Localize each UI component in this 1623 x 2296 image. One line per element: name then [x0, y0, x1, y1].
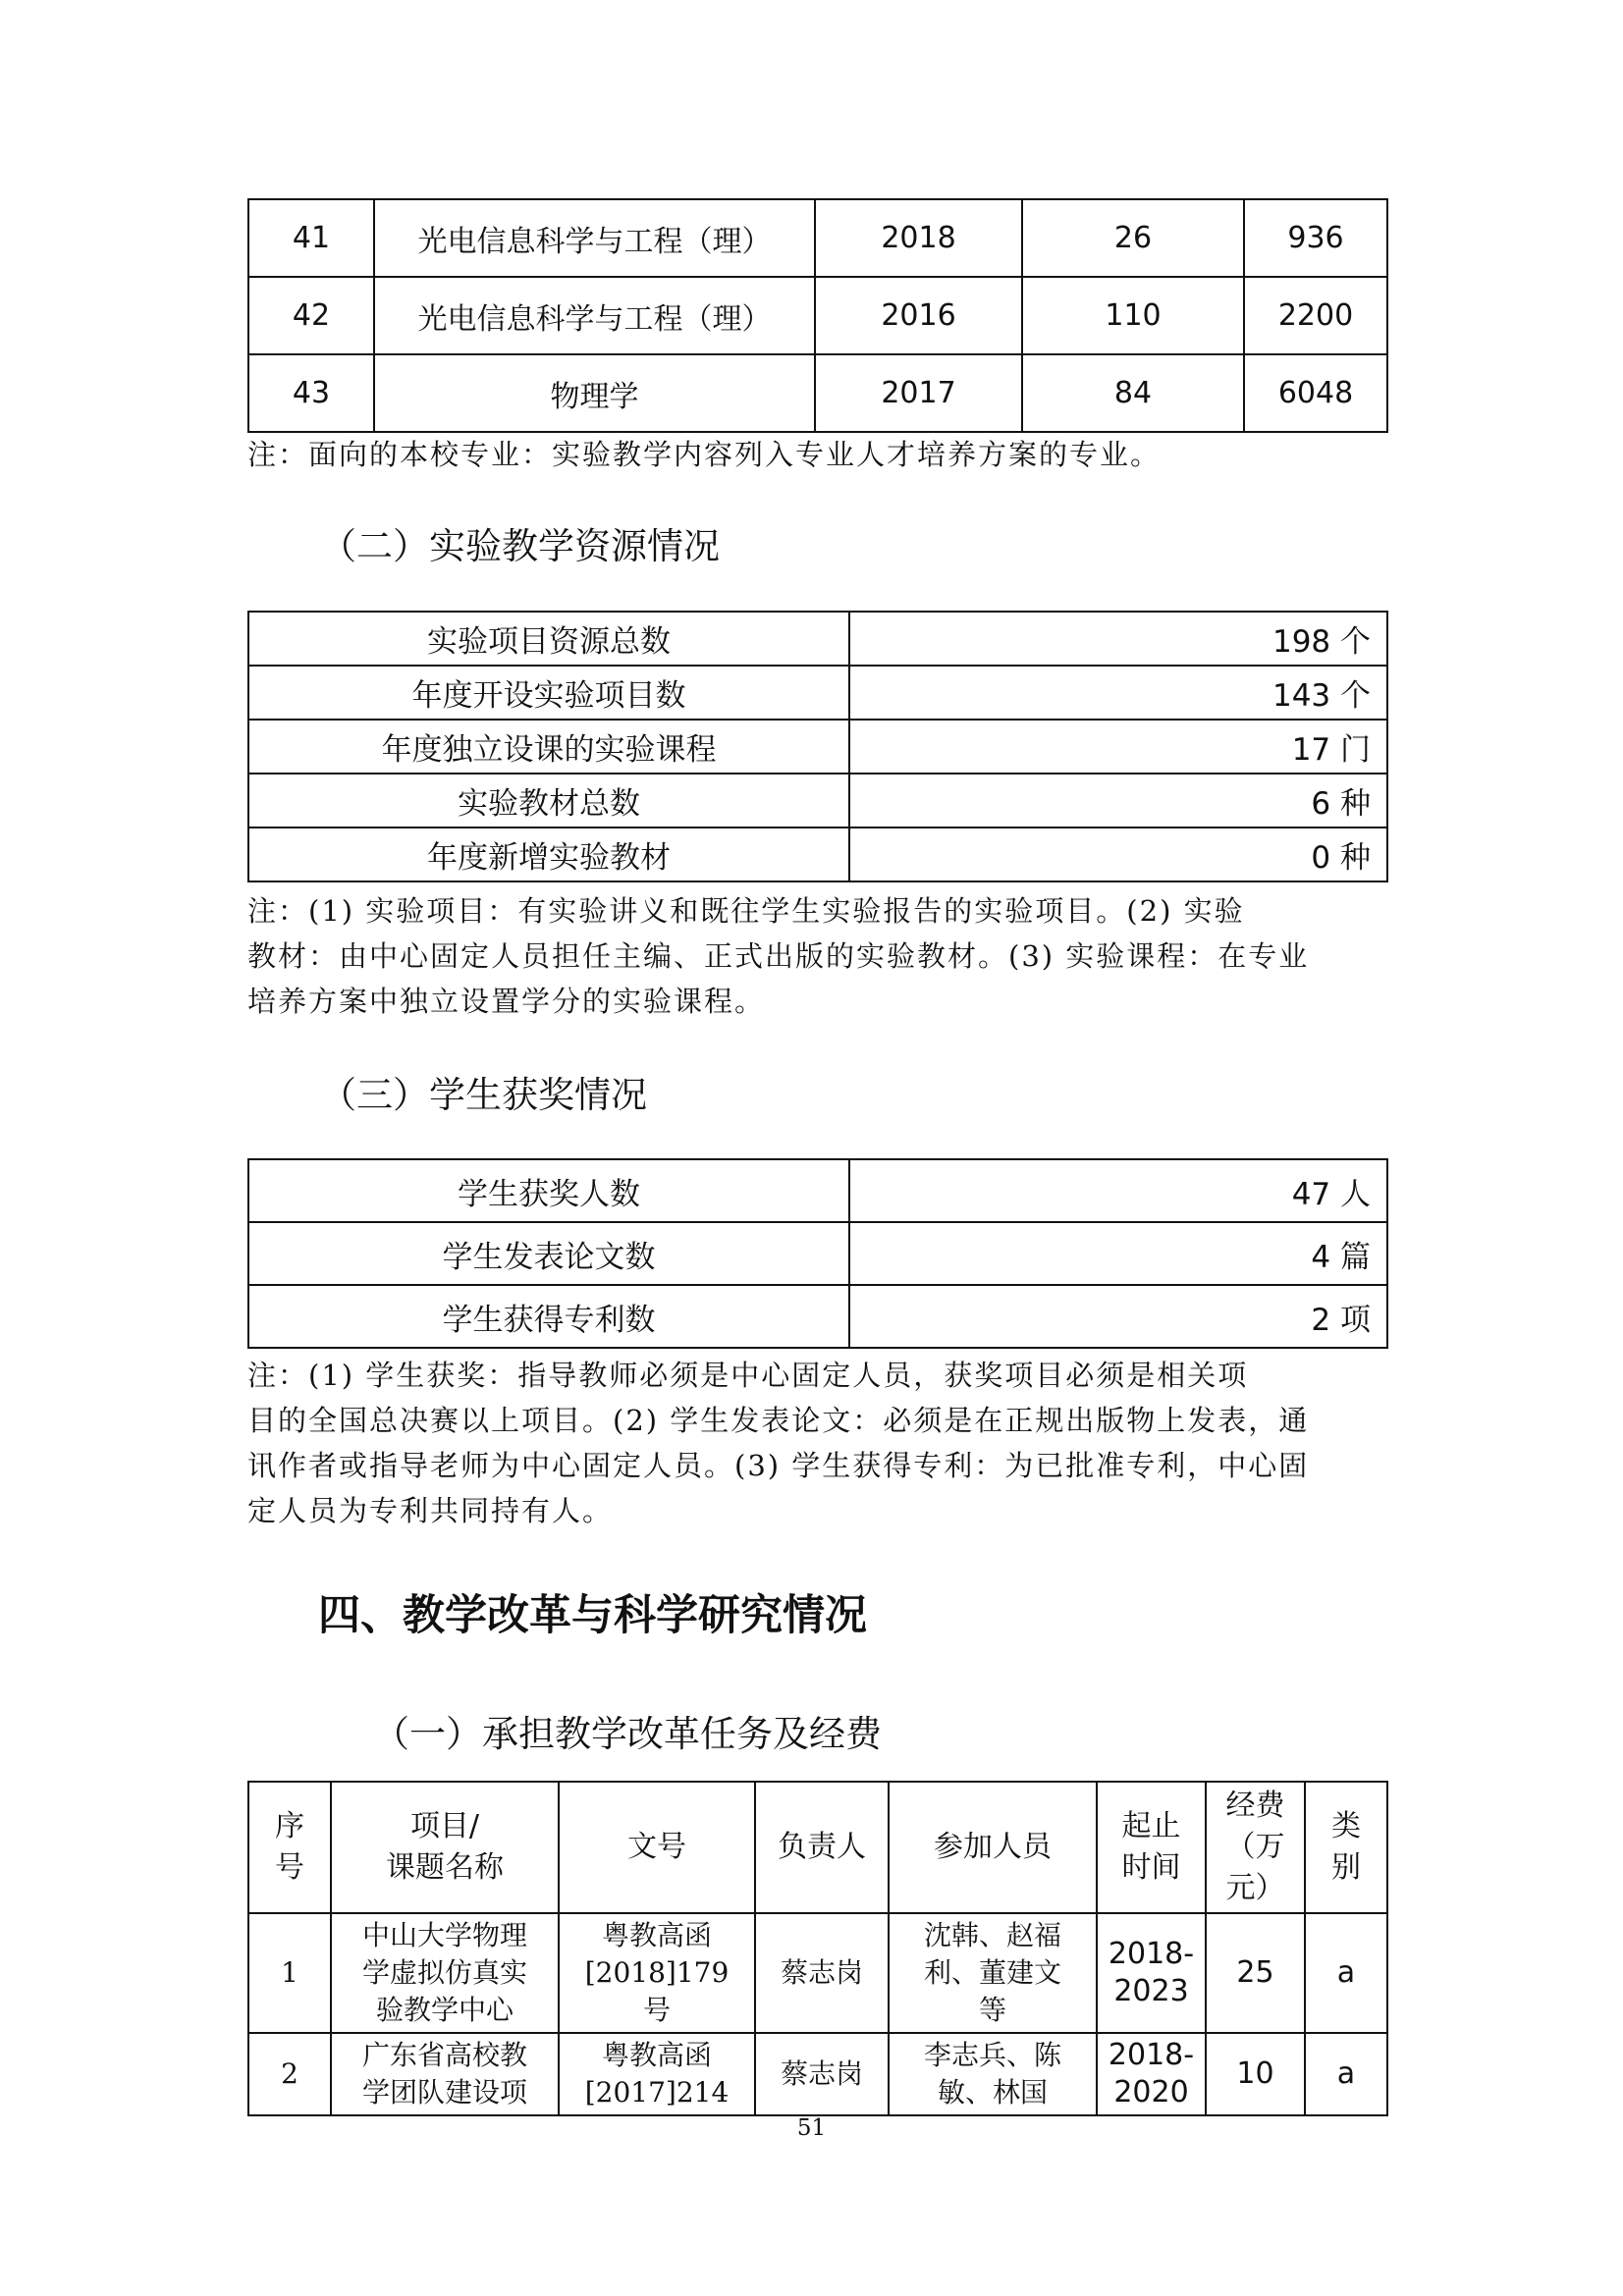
cell-name: 光电信息科学与工程（理）	[374, 199, 815, 277]
cell-line: [2018]179	[584, 1956, 730, 1989]
cell-line: 粤教高函	[601, 1919, 712, 1951]
header-line: 起止	[1121, 1809, 1181, 1843]
row-label: 学生获得专利数	[248, 1285, 849, 1348]
cell-name: 物理学	[374, 354, 815, 432]
row-value: 2 项	[849, 1285, 1387, 1348]
majors-table	[247, 198, 1388, 433]
cell-year: 2016	[815, 277, 1022, 354]
cell-category: a	[1305, 2033, 1387, 2115]
cell-hours: 2200	[1244, 277, 1387, 354]
cell-line: [2017]214	[584, 2076, 730, 2109]
header-line: 类	[1331, 1809, 1361, 1843]
cell-period	[1097, 1913, 1206, 2033]
cell-line: 敏、林国	[937, 2076, 1048, 2109]
column-header	[331, 1782, 559, 1913]
cell-count: 84	[1022, 354, 1244, 432]
table-row	[248, 2033, 1387, 2115]
cell-line: 2023	[1113, 1974, 1189, 2008]
section-heading-awards: （三）学生获奖情况	[320, 1074, 647, 1116]
section-heading-reform: （一）承担教学改革任务及经费	[373, 1713, 882, 1755]
row-value: 143 个	[849, 666, 1387, 720]
cell-fund: 25	[1206, 1913, 1305, 2033]
cell-count: 26	[1022, 199, 1244, 277]
cell-hours: 6048	[1244, 354, 1387, 432]
cell-line: 2020	[1113, 2075, 1189, 2109]
cell-leader: 蔡志岗	[755, 1913, 889, 2033]
awards-table	[247, 1158, 1388, 1349]
cell-no: 41	[248, 199, 374, 277]
column-header	[559, 1782, 755, 1913]
chapter-heading: 四、教学改革与科学研究情况	[318, 1591, 867, 1640]
cell-doc	[559, 2033, 755, 2115]
awards-note	[247, 1353, 1386, 1533]
row-value: 0 种	[849, 828, 1387, 881]
column-header	[1097, 1782, 1206, 1913]
note-line: 讯作者或指导老师为中心固定人员。(3) 学生获得专利：为已批准专利，中心固	[247, 1449, 1310, 1482]
row-label: 年度开设实验项目数	[248, 666, 849, 720]
cell-name	[331, 1913, 559, 2033]
cell-no: 42	[248, 277, 374, 354]
column-header	[248, 1782, 331, 1913]
header-line: 负责人	[778, 1830, 866, 1864]
header-line: 序	[275, 1809, 304, 1843]
cell-no: 43	[248, 354, 374, 432]
table-row	[248, 1913, 1387, 2033]
cell-no: 2	[248, 2033, 331, 2115]
cell-category: a	[1305, 1913, 1387, 2033]
header-line: 别	[1331, 1850, 1361, 1885]
note-line: 教材：由中心固定人员担任主编、正式出版的实验教材。(3) 实验课程：在专业	[247, 939, 1310, 973]
cell-line: 粤教高函	[601, 2039, 712, 2071]
note-line: 目的全国总决赛以上项目。(2) 学生发表论文：必须是在正规出版物上发表，通	[247, 1404, 1310, 1437]
table-row	[248, 1222, 1387, 1285]
table-row	[248, 277, 1387, 354]
cell-line: 2018-	[1108, 2038, 1195, 2072]
cell-members	[889, 2033, 1097, 2115]
row-label: 学生发表论文数	[248, 1222, 849, 1285]
table-row	[248, 666, 1387, 720]
cell-line: 学团队建设项	[361, 2076, 527, 2109]
cell-line: 利、董建文	[923, 1956, 1061, 1989]
table-row	[248, 354, 1387, 432]
header-line: （万	[1225, 1830, 1285, 1864]
row-label: 实验教材总数	[248, 774, 849, 828]
table-row	[248, 828, 1387, 881]
row-label: 学生获奖人数	[248, 1159, 849, 1222]
row-value: 6 种	[849, 774, 1387, 828]
column-header	[889, 1782, 1097, 1913]
table-row	[248, 720, 1387, 774]
cell-no: 1	[248, 1913, 331, 2033]
row-value: 198 个	[849, 612, 1387, 666]
cell-year: 2018	[815, 199, 1022, 277]
cell-line: 2018-	[1108, 1937, 1195, 1971]
row-value: 4 篇	[849, 1222, 1387, 1285]
header-line: 项目/	[409, 1809, 480, 1843]
cell-name	[331, 2033, 559, 2115]
table-row	[248, 1159, 1387, 1222]
cell-line: 广东省高校教	[361, 2039, 527, 2071]
table-row	[248, 199, 1387, 277]
reform-table	[247, 1781, 1388, 2116]
majors-note: 注：面向的本校专业：实验教学内容列入专业人才培养方案的专业。	[247, 438, 1162, 471]
cell-year: 2017	[815, 354, 1022, 432]
cell-line: 等	[978, 1994, 1006, 2026]
header-line: 元）	[1225, 1871, 1285, 1905]
column-header	[1206, 1782, 1305, 1913]
column-header	[1305, 1782, 1387, 1913]
column-header	[755, 1782, 889, 1913]
cell-hours: 936	[1244, 199, 1387, 277]
row-value: 17 门	[849, 720, 1387, 774]
cell-line: 验教学中心	[375, 1994, 514, 2026]
cell-fund: 10	[1206, 2033, 1305, 2115]
table-row	[248, 1285, 1387, 1348]
note-line: 注：(1) 学生获奖：指导教师必须是中心固定人员，获奖项目必须是相关项	[247, 1359, 1249, 1392]
resources-note	[247, 888, 1386, 1024]
table-row	[248, 612, 1387, 666]
row-label: 实验项目资源总数	[248, 612, 849, 666]
cell-line: 学虚拟仿真实	[361, 1956, 527, 1989]
cell-line: 号	[642, 1994, 671, 2026]
page-number: 51	[796, 2115, 827, 2141]
cell-count: 110	[1022, 277, 1244, 354]
cell-leader: 蔡志岗	[755, 2033, 889, 2115]
header-line: 参加人员	[934, 1830, 1052, 1864]
cell-members	[889, 1913, 1097, 2033]
cell-line: 沈韩、赵福	[923, 1919, 1061, 1951]
row-value: 47 人	[849, 1159, 1387, 1222]
note-line: 定人员为专利共同持有人。	[247, 1494, 614, 1527]
note-line: 注：(1) 实验项目：有实验讲义和既往学生实验报告的实验项目。(2) 实验	[247, 894, 1245, 928]
header-line: 号	[275, 1850, 304, 1885]
cell-doc	[559, 1913, 755, 2033]
cell-line: 中山大学物理	[361, 1919, 527, 1951]
row-label: 年度新增实验教材	[248, 828, 849, 881]
header-line: 时间	[1121, 1850, 1181, 1885]
header-line: 经费	[1225, 1789, 1285, 1823]
section-heading-resources: （二）实验教学资源情况	[320, 525, 720, 567]
header-line: 课题名称	[386, 1850, 504, 1885]
cell-period	[1097, 2033, 1206, 2115]
table-row	[248, 774, 1387, 828]
resources-table	[247, 611, 1388, 882]
cell-line: 李志兵、陈	[923, 2039, 1061, 2071]
cell-name: 光电信息科学与工程（理）	[374, 277, 815, 354]
note-line: 培养方案中独立设置学分的实验课程。	[247, 985, 766, 1018]
header-line: 文号	[627, 1830, 686, 1864]
row-label: 年度独立设课的实验课程	[248, 720, 849, 774]
